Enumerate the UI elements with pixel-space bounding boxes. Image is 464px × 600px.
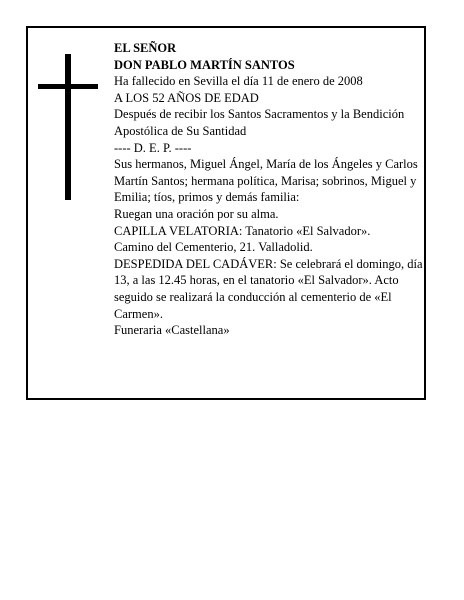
death-info: Ha fallecido en Sevilla el día 11 de enero de 2008 (114, 74, 363, 89)
notice-text (114, 40, 424, 339)
prayer: Ruegan una oración por su alma. (114, 206, 279, 221)
notice-title-line-1: EL SEÑOR (114, 41, 177, 55)
cross-icon (38, 54, 98, 200)
cross-horizontal-bar (38, 84, 98, 89)
age: A LOS 52 AÑOS DE EDAD (114, 90, 259, 105)
family: Sus hermanos, Miguel Ángel, María de los Ángeles y Carlos Martín Santos; hermana política, Marisa; sobrinos, Miguel y Emilia; tíos, primos y demás familia: (114, 157, 418, 205)
sacraments: Después de recibir los Santos Sacramentos y la Bendición Apostólica de Su Santidad (114, 107, 405, 138)
rip: ---- D. E. P. ---- (114, 140, 192, 155)
chapel: CAPILLA VELATORIA: Tanatorio «El Salvador». (114, 223, 371, 238)
deceased-name: DON PABLO MARTÍN SANTOS (114, 57, 295, 72)
obituary-notice (26, 26, 426, 400)
cross-vertical-bar (65, 54, 71, 200)
address: Camino del Cementerio, 21. Valladolid. (114, 240, 313, 255)
funeral-home: Funeraria «Castellana» (114, 323, 230, 338)
farewell: DESPEDIDA DEL CADÁVER: Se celebrará el domingo, día 13, a las 12.45 horas, en el tanatorio «El Salvador». Acto seguido se realizará la conducción al cementerio de «El Carmen». (114, 256, 423, 321)
